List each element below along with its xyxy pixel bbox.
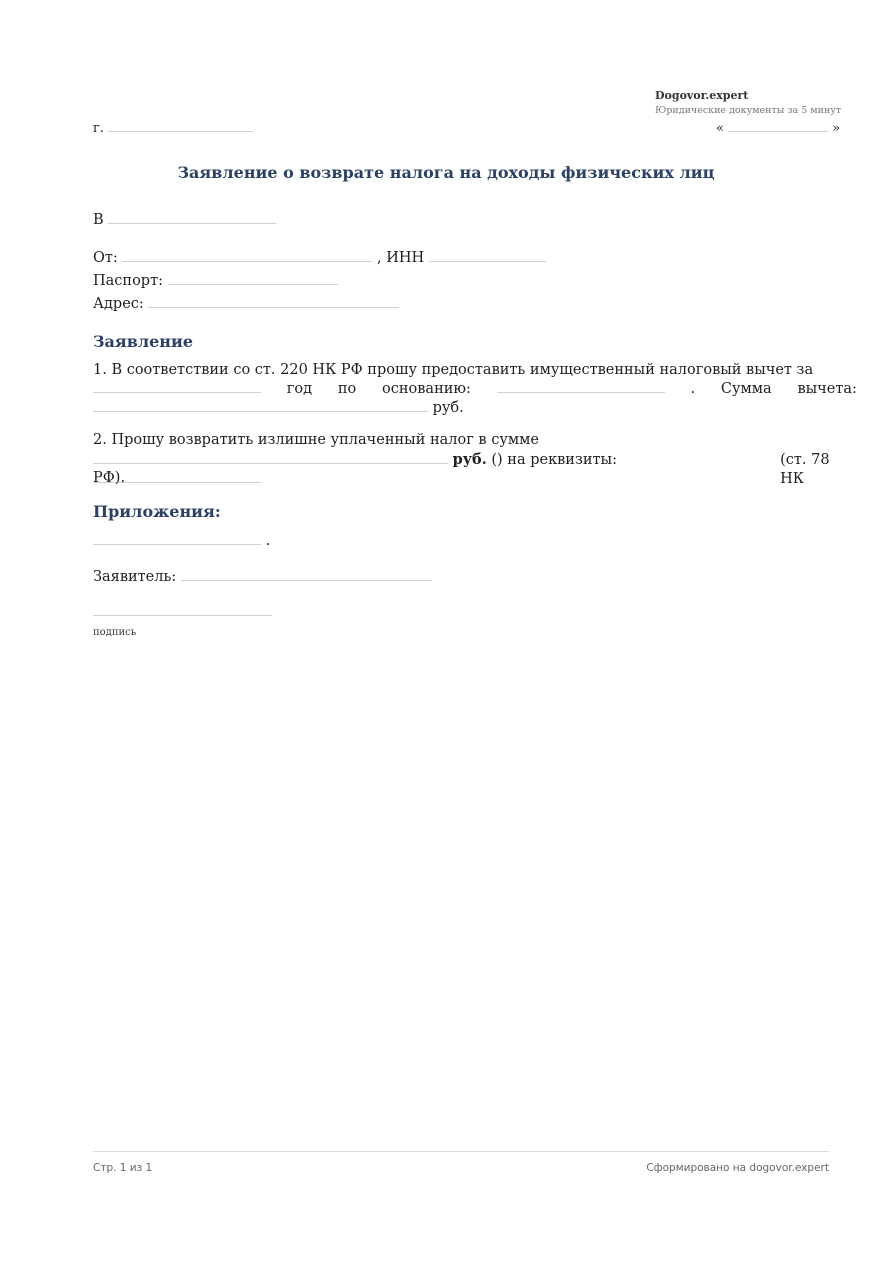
item2-line1: 2. Прошу возвратить излишне уплаченный налог в сумме: [93, 432, 539, 448]
brand-tagline: Юридические документы за 5 минут: [655, 105, 842, 116]
date-close-quote: »: [832, 121, 841, 136]
item2-details: () на реквизиты:: [491, 452, 617, 468]
item1-line1: 1. В соответствии со ст. 220 НК РФ прошу предоставить имущественный налоговый вычет за: [93, 362, 814, 378]
item1-line3: [93, 399, 464, 418]
recipient-prefix: В: [93, 212, 104, 228]
city-prefix: г.: [93, 121, 104, 136]
item2-article-tail: (ст. 78 НК: [780, 452, 830, 487]
footer-divider: [93, 1151, 829, 1152]
applicant-field: [93, 568, 432, 587]
recipient-blank[interactable]: [108, 222, 276, 224]
applicant-blank[interactable]: [181, 579, 432, 581]
item2-line2: [93, 450, 857, 489]
item1-rub: руб.: [432, 400, 464, 416]
word-sum: Сумма: [720, 381, 772, 397]
address-blank[interactable]: [148, 306, 399, 308]
address-field: [93, 295, 399, 314]
date-field: [716, 119, 840, 138]
attachment-blank[interactable]: [93, 543, 261, 545]
item1-line2: [93, 380, 857, 399]
inn-blank[interactable]: [429, 260, 546, 262]
deduction-amount-blank[interactable]: [93, 410, 428, 412]
recipient-field: [93, 211, 276, 230]
word-by: по: [337, 381, 357, 397]
city-blank[interactable]: [108, 130, 253, 132]
attachment-item: [93, 532, 270, 551]
word-year: год: [286, 381, 313, 397]
applicant-label: Заявитель:: [93, 569, 177, 585]
attachment-period: .: [265, 533, 271, 549]
from-blank[interactable]: [122, 260, 372, 262]
statement-heading: Заявление: [93, 332, 194, 351]
signature-line[interactable]: [93, 615, 272, 616]
passport-field: [93, 272, 338, 291]
date-open-quote: «: [716, 121, 724, 136]
date-blank[interactable]: [728, 130, 828, 132]
document-title: Заявление о возврате налога на доходы физических лиц: [177, 163, 715, 182]
footer-page-number: Стр. 1 из 1: [93, 1162, 153, 1174]
passport-blank[interactable]: [168, 283, 338, 285]
footer-generated: Сформировано на dogovor.expert: [646, 1162, 829, 1174]
attachments-heading: Приложения:: [93, 502, 221, 521]
year-blank[interactable]: [93, 391, 261, 393]
signature-caption: подпись: [93, 627, 137, 638]
basis-blank[interactable]: [497, 391, 665, 393]
word-basis: основанию:: [382, 381, 471, 397]
refund-amount-blank[interactable]: [93, 462, 448, 464]
address-label: Адрес:: [93, 296, 144, 312]
passport-label: Паспорт:: [93, 273, 163, 289]
item1-period: .: [690, 381, 696, 397]
item2-rub: руб.: [452, 451, 487, 468]
from-label: От:: [93, 250, 118, 266]
item2-article-end: РФ).: [93, 470, 126, 486]
from-field: [93, 249, 546, 268]
city-field: [93, 119, 253, 138]
brand-name: Dogovor.expert: [655, 89, 749, 102]
inn-label: , ИНН: [377, 250, 425, 266]
word-deduction: вычета:: [797, 381, 857, 397]
